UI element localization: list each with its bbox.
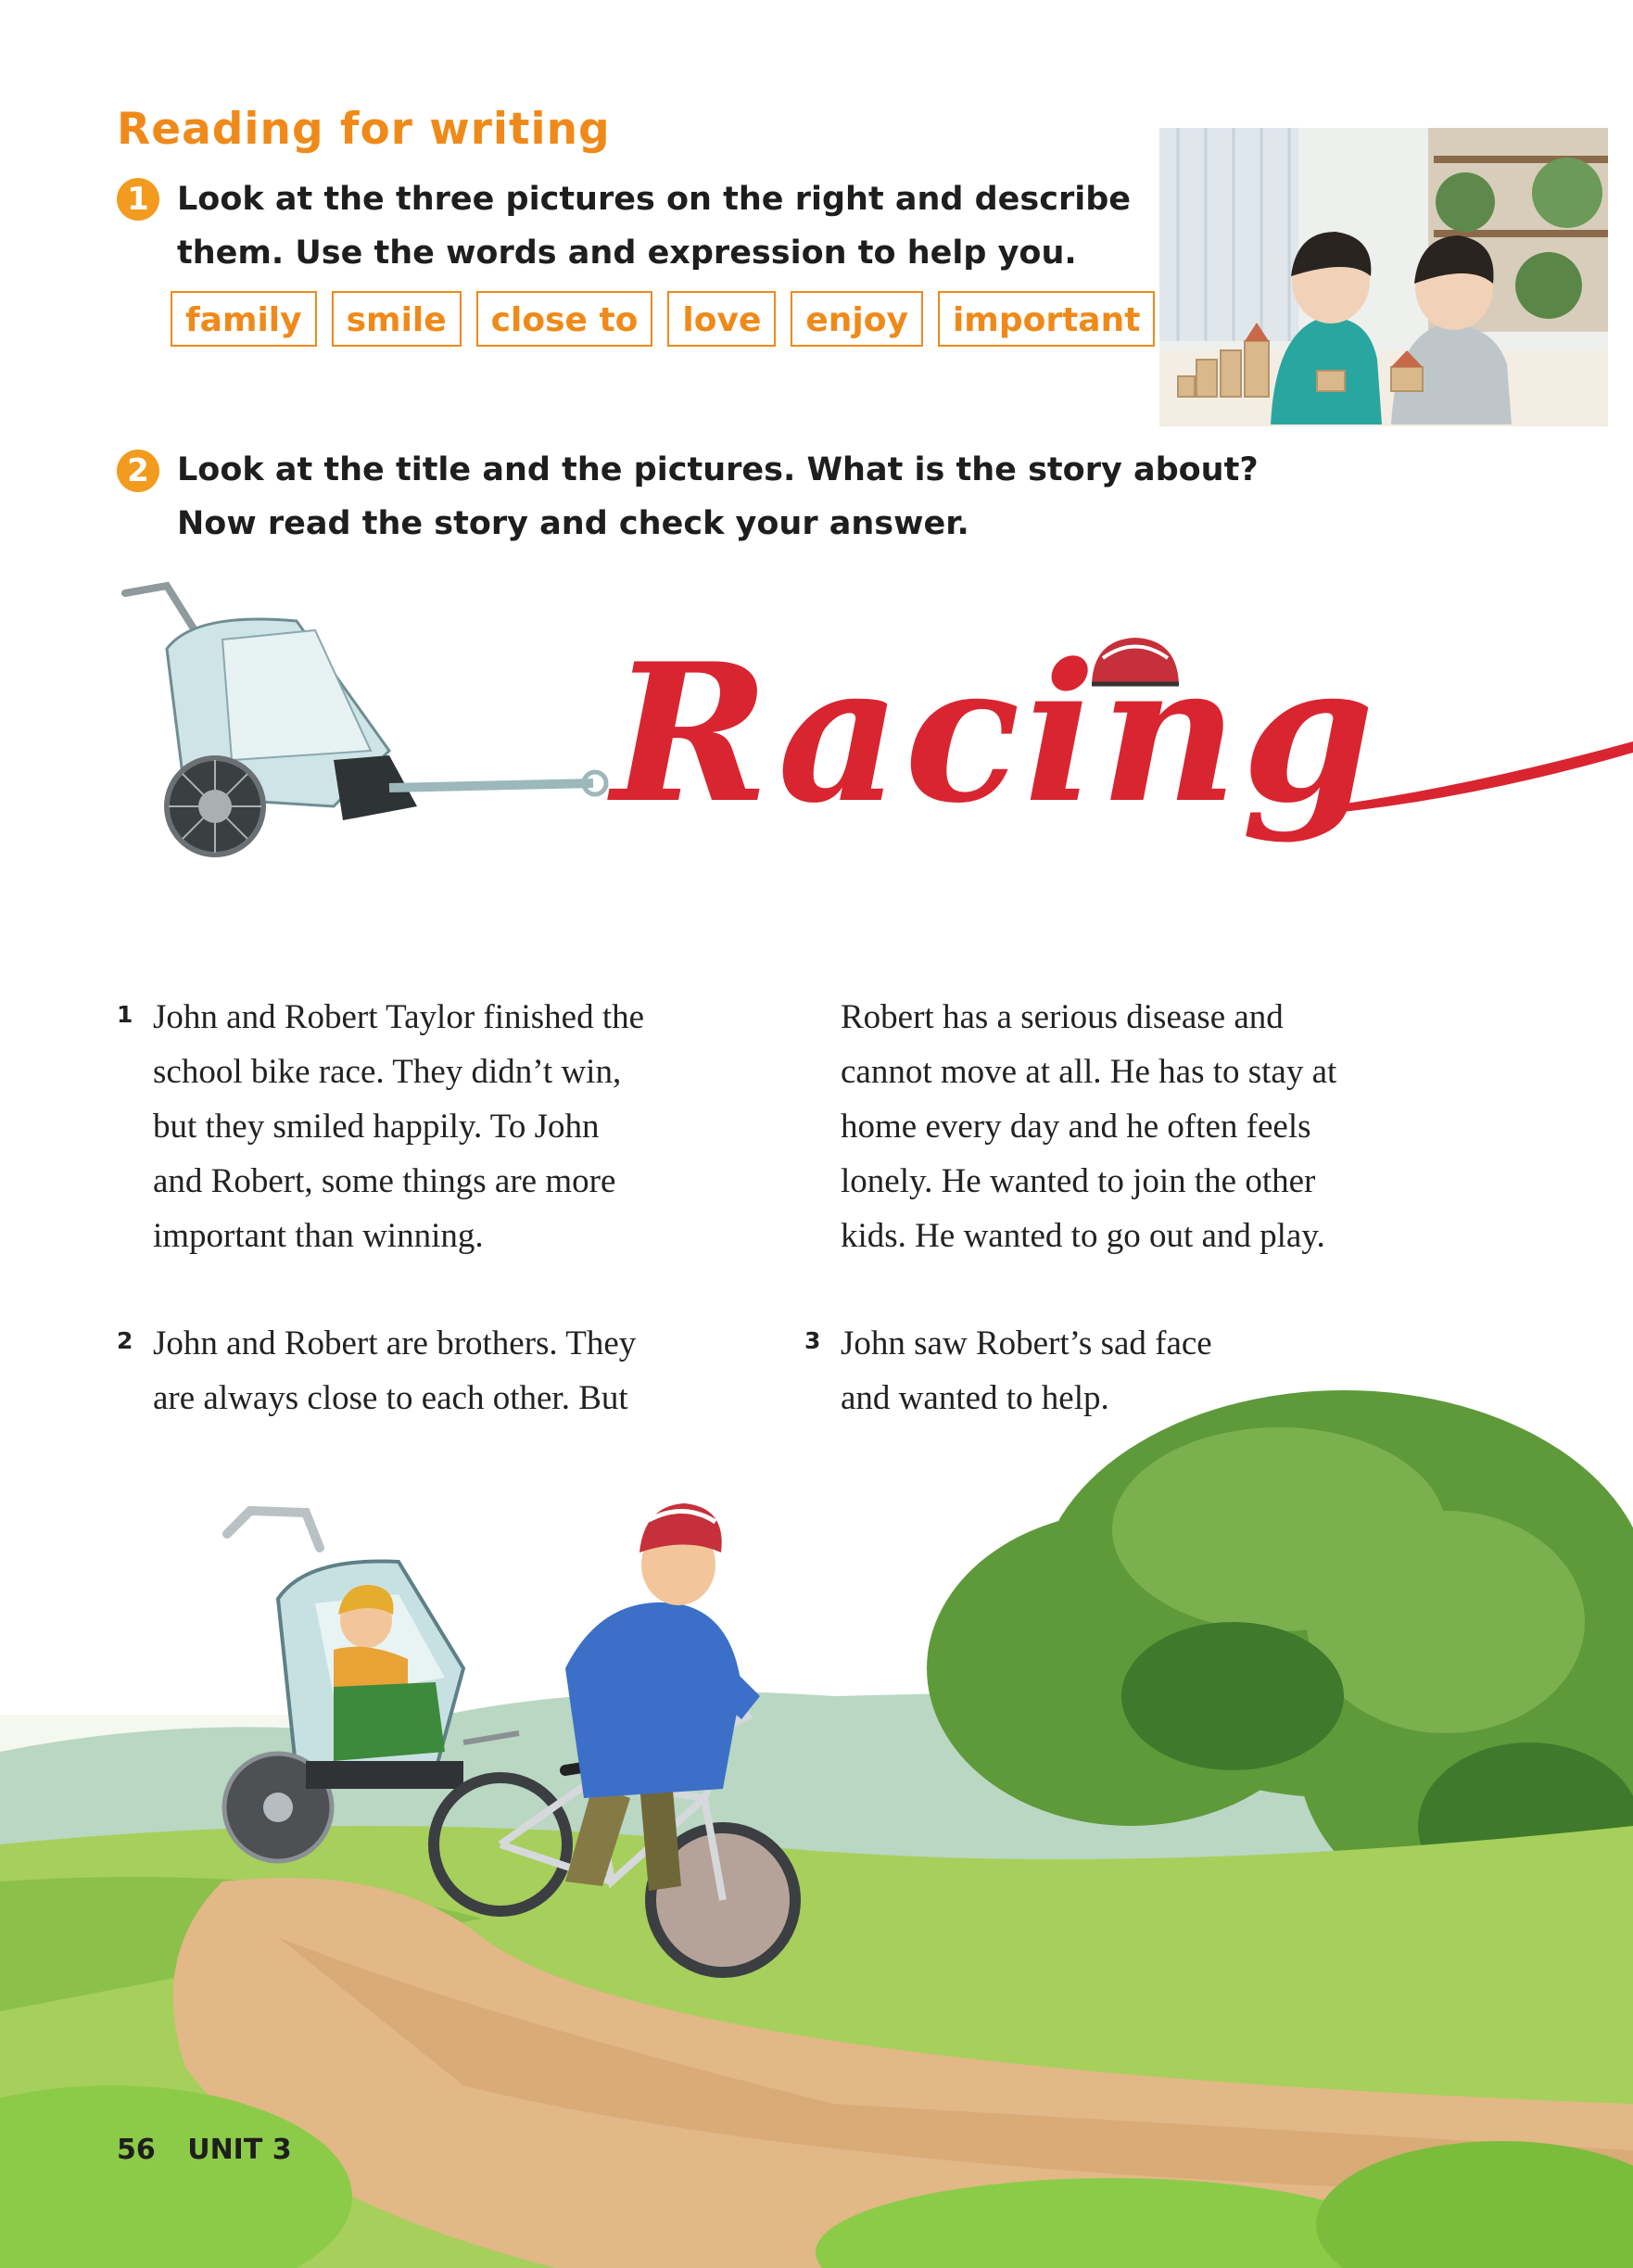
text-line: school bike race. They didn’t win, <box>153 1053 622 1091</box>
story-title: Racing <box>612 623 1378 845</box>
bike-trailer-illustration <box>111 575 630 881</box>
task-number-badge: 2 <box>117 450 159 492</box>
paragraph-number: 2 <box>117 1327 133 1354</box>
task1-line1: Look at the three pictures on the right and describe <box>177 181 1132 218</box>
text-line: home every day and he often feels <box>841 1108 1311 1146</box>
text-line: and Robert, some things are more <box>153 1162 616 1200</box>
bike-ride-illustration <box>0 1362 1633 2268</box>
section-title: Reading for writing <box>117 104 611 155</box>
word-box-smile: smile <box>332 291 462 347</box>
text-line: lonely. He wanted to join the other <box>841 1162 1316 1200</box>
text-line: are always close to each other. But <box>153 1379 628 1417</box>
text-line: Robert has a serious disease and <box>841 998 1284 1036</box>
task2-instruction <box>177 443 1259 551</box>
unit-label: UNIT 3 <box>187 2134 292 2166</box>
task1-instruction <box>177 172 1131 280</box>
word-box-family: family <box>171 291 317 347</box>
word-box-enjoy: enjoy <box>791 291 923 347</box>
word-bank <box>171 291 1155 347</box>
page-footer <box>117 2134 292 2166</box>
word-box-love: love <box>667 291 776 347</box>
task2-line2: Now read the story and check your answer. <box>177 505 969 542</box>
text-line: kids. He wanted to go out and play. <box>841 1217 1325 1255</box>
text-line: John and Robert are brothers. They <box>153 1324 637 1362</box>
text-line: John and Robert Taylor finished the <box>153 998 645 1036</box>
boys-playing-blocks-photo <box>1159 128 1608 426</box>
text-line: important than winning. <box>153 1217 484 1255</box>
text-line: cannot move at all. He has to stay at <box>841 1053 1337 1091</box>
task2-line1: Look at the title and the pictures. What is the story about? <box>177 451 1259 488</box>
title-swoosh <box>1325 732 1633 816</box>
word-box-close-to: close to <box>476 291 653 347</box>
text-line: and wanted to help. <box>841 1379 1109 1417</box>
page-number: 56 <box>117 2134 156 2166</box>
paragraph-number: 3 <box>804 1327 821 1354</box>
paragraph-2-continued <box>841 990 1336 1263</box>
text-line: but they smiled happily. To John <box>153 1108 600 1146</box>
task1-line2: them. Use the words and expression to help you. <box>177 234 1077 272</box>
paragraph-number: 1 <box>117 1001 133 1028</box>
paragraph-1 <box>153 990 644 1263</box>
word-box-important: important <box>938 291 1155 347</box>
text-line: John saw Robert’s sad face <box>841 1324 1212 1362</box>
task-number-badge: 1 <box>117 178 159 221</box>
